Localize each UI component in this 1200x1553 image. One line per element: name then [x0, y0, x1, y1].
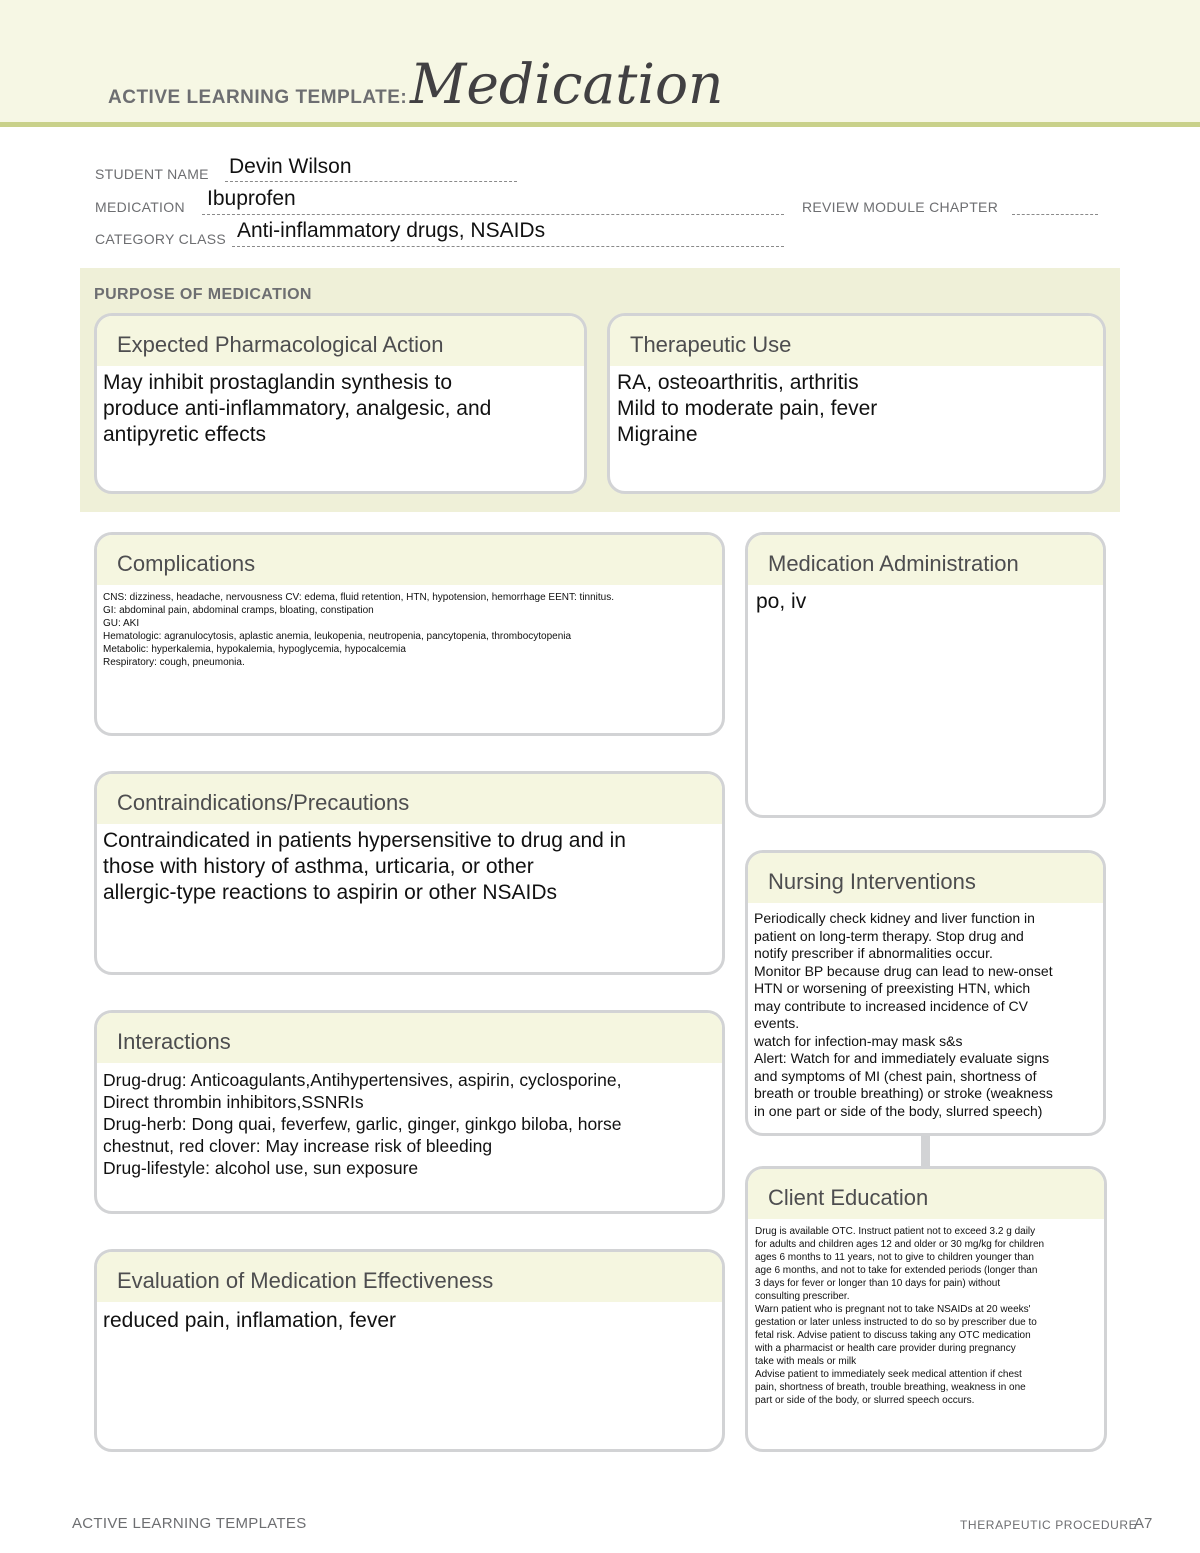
text-line: 3 days for fever or longer than 10 days for pain) without: [755, 1278, 1001, 1289]
nursing-interventions-heading: Nursing Interventions: [748, 853, 1103, 903]
text-line: notify prescriber if abnormalities occur.: [754, 945, 993, 961]
text-line: Alert: Watch for and immediately evaluate signs: [754, 1050, 1050, 1066]
purpose-label: PURPOSE OF MEDICATION: [94, 286, 312, 303]
text-line: Monitor BP because drug can lead to new-onset: [754, 962, 1053, 979]
text-line: Warn patient who is pregnant not to take NSAIDs at 20 weeks': [755, 1304, 1031, 1315]
text-line: Drug-drug: Anticoagulants,Antihypertensives, aspirin, cyclosporine,: [103, 1070, 622, 1090]
nursing-interventions-box: [745, 850, 1106, 1136]
client-education-box: [745, 1166, 1107, 1452]
text-line: age 6 months, and not to take for extended periods (longer than: [755, 1265, 1038, 1276]
connector-bar: [921, 1134, 930, 1166]
administration-body[interactable]: [748, 585, 1103, 615]
text-line: with a pharmacist or health care provider during pregnancy: [755, 1343, 1016, 1354]
text-line: Mild to moderate pain, fever: [617, 397, 878, 420]
text-line: fetal risk. Advise patient to discuss taking any OTC medication: [755, 1330, 1031, 1341]
text-line: Contraindicated in patients hypersensitive to drug and in: [103, 829, 626, 852]
medication-value[interactable]: Ibuprofen: [207, 187, 296, 210]
category-class-label: CATEGORY CLASS: [95, 231, 227, 247]
nursing-interventions-body[interactable]: [748, 903, 1103, 1120]
text-line: RA, osteoarthritis, arthritis: [617, 371, 859, 394]
text-line: those with history of asthma, urticaria, or other: [103, 855, 534, 878]
contraindications-box: [94, 771, 725, 975]
text-line: may contribute to increased incidence of CV: [754, 997, 1028, 1014]
text-line: produce anti-inflammatory, analgesic, and: [103, 397, 492, 420]
contraindications-heading: Contraindications/Precautions: [97, 774, 722, 824]
text-line: GU: AKI: [103, 618, 140, 629]
text-line: in one part or side of the body, slurred speech): [754, 1102, 1043, 1119]
contraindications-body[interactable]: [97, 824, 722, 906]
template-label: ACTIVE LEARNING TEMPLATE:: [108, 87, 408, 108]
medication-label: MEDICATION: [95, 199, 185, 215]
therapeutic-use-box: [607, 313, 1106, 494]
text-line: Advise patient to immediately seek medical attention if chest: [755, 1369, 1022, 1380]
header-rule: [0, 122, 1200, 127]
therapeutic-use-heading: Therapeutic Use: [610, 316, 1103, 366]
medication-line: [202, 214, 784, 215]
text-line: Metabolic: hyperkalemia, hypokalemia, hypoglycemia, hypocalcemia: [103, 644, 406, 655]
complications-body[interactable]: [97, 585, 722, 669]
text-line: Periodically check kidney and liver function in: [754, 910, 1035, 926]
text-line: and symptoms of MI (chest pain, shortness of: [754, 1067, 1037, 1084]
category-class-value[interactable]: Anti-inflammatory drugs, NSAIDs: [237, 219, 546, 242]
text-line: GI: abdominal pain, abdominal cramps, bloating, constipation: [103, 605, 374, 616]
text-line: patient on long-term therapy. Stop drug and: [754, 927, 1024, 944]
student-name-line: [225, 181, 517, 182]
page-title: Medication: [410, 52, 724, 116]
text-line: ages 6 months to 11 years, not to give to children younger than: [755, 1252, 1034, 1263]
page-number: A7: [1134, 1515, 1153, 1532]
administration-heading: Medication Administration: [748, 535, 1103, 585]
text-line: pain, shortness of breath, trouble breathing, weakness in one: [755, 1382, 1026, 1393]
client-education-body[interactable]: [748, 1219, 1104, 1407]
text-line: HTN or worsening of preexisting HTN, which: [754, 980, 1031, 996]
review-module-line: [1012, 214, 1098, 215]
expected-action-heading: Expected Pharmacological Action: [97, 316, 584, 366]
administration-box: [745, 532, 1106, 818]
evaluation-heading: Evaluation of Medication Effectiveness: [97, 1252, 722, 1302]
text-line: allergic-type reactions to aspirin or other NSAIDs: [103, 881, 558, 904]
text-line: Respiratory: cough, pneumonia.: [103, 657, 245, 668]
text-line: CNS: dizziness, headache, nervousness CV: edema, fluid retention, HTN, hypotension, hemorrhage EENT: tinnitus.: [103, 592, 615, 603]
text-line: po, iv: [756, 590, 807, 613]
complications-box: [94, 532, 725, 736]
student-name-value[interactable]: Devin Wilson: [229, 155, 352, 178]
text-line: Migraine: [617, 423, 698, 446]
text-line: take with meals or milk: [755, 1356, 857, 1367]
text-line: Drug-herb: Dong quai, feverfew, garlic, ginger, ginkgo biloba, horse: [103, 1114, 622, 1134]
text-line: events.: [754, 1015, 800, 1031]
text-line: Hematologic: agranulocytosis, aplastic anemia, leukopenia, neutropenia, pancytopenia, thrombocytopenia: [103, 631, 572, 642]
text-line: Drug-lifestyle: alcohol use, sun exposure: [103, 1158, 419, 1178]
text-line: Drug is available OTC. Instruct patient not to exceed 3.2 g daily: [755, 1226, 1036, 1237]
review-module-label: REVIEW MODULE CHAPTER: [802, 199, 999, 215]
text-line: Direct thrombin inhibitors,SSNRIs: [103, 1092, 364, 1112]
evaluation-box: [94, 1249, 725, 1452]
text-line: reduced pain, inflamation, fever: [103, 1309, 397, 1332]
interactions-box: [94, 1010, 725, 1214]
text-line: breath or trouble breathing) or stroke (weakness: [754, 1085, 1053, 1101]
footer-right: THERAPEUTIC PROCEDURE: [960, 1518, 1138, 1532]
expected-action-box: [94, 313, 587, 494]
text-line: gestation or later unless instructed to do so by prescriber due to: [755, 1317, 1037, 1328]
text-line: chestnut, red clover: May increase risk of bleeding: [103, 1136, 493, 1156]
client-education-heading: Client Education: [748, 1169, 1104, 1219]
text-line: for adults and children ages 12 and older or 30 mg/kg for children: [755, 1239, 1045, 1250]
text-line: antipyretic effects: [103, 423, 267, 446]
text-line: consulting prescriber.: [755, 1291, 850, 1302]
text-line: watch for infection-may mask s&s: [754, 1032, 963, 1049]
interactions-heading: Interactions: [97, 1013, 722, 1063]
expected-action-body[interactable]: [97, 366, 584, 448]
complications-heading: Complications: [97, 535, 722, 585]
student-name-label: STUDENT NAME: [95, 166, 209, 182]
footer-left: ACTIVE LEARNING TEMPLATES: [72, 1515, 307, 1532]
interactions-body[interactable]: [97, 1063, 722, 1179]
category-class-line: [232, 246, 784, 247]
evaluation-body[interactable]: [97, 1302, 722, 1334]
text-line: May inhibit prostaglandin synthesis to: [103, 371, 453, 394]
therapeutic-use-body[interactable]: [610, 366, 1103, 448]
text-line: part or side of the body, or slurred speech occurs.: [755, 1395, 975, 1406]
